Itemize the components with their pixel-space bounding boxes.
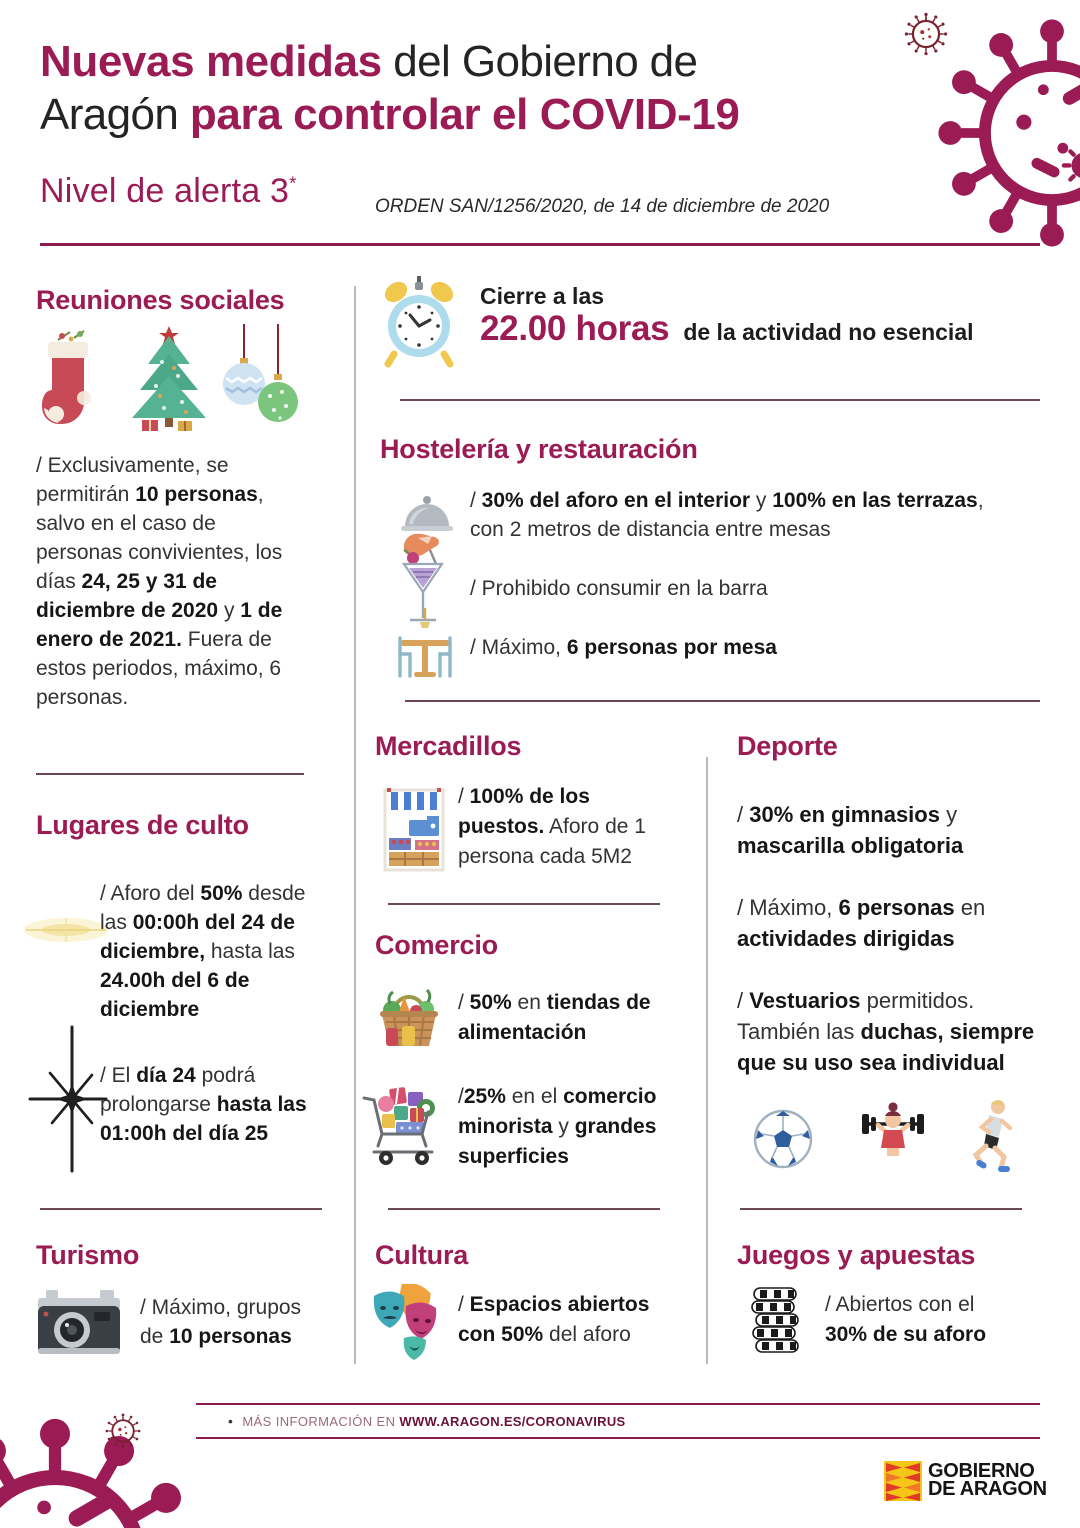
alert-level: Nivel de alerta 3* xyxy=(40,172,297,210)
runner-icon xyxy=(962,1096,1020,1176)
title-divider xyxy=(40,243,1040,246)
gobierno-logo-text xyxy=(928,1462,1047,1499)
reuniones-text: / Exclusivamente, se permitirán 10 personas, salvo en el caso de personas convivientes, los días 24, 25 y 31 de diciembre de 2020 y 1 de enero de 2021. Fuera de estos periodos, máximo, 6 personas. xyxy=(36,454,283,709)
lugares-item-2: / El día 24 podrá prolongarse hasta las 01:00h del día 25 xyxy=(100,1064,307,1145)
curfew-scope: de la actividad no esencial xyxy=(683,319,974,345)
section-heading-mercadillos: Mercadillos xyxy=(375,731,522,761)
mercadillos-text: / 100% de los puestos. Aforo de 1 persona cada 5M2 xyxy=(458,785,646,868)
footer-bullet: • xyxy=(228,1413,234,1429)
section-heading-lugares: Lugares de culto xyxy=(36,810,249,840)
deporte-item-3: / Vestuarios permitidos. También las duchas, siempre que su uso sea individual xyxy=(737,988,1035,1075)
footer-rule-bottom xyxy=(196,1437,1040,1439)
shopping-cart-icon xyxy=(360,1082,444,1168)
curfew-divider xyxy=(400,399,1040,401)
virus-icon xyxy=(933,14,1080,252)
christmas-stocking-icon xyxy=(40,328,100,432)
deporte-item-1: / 30% en gimnasios y mascarilla obligatoria xyxy=(737,802,964,858)
alarm-clock-icon xyxy=(378,274,460,368)
deporte-divider xyxy=(740,1208,1022,1210)
section-heading-cultura: Cultura xyxy=(375,1240,469,1270)
comercio-item-2: /25% en el comercio minorista y grandes superficies xyxy=(458,1085,657,1168)
curfew-time: 22.00 horas xyxy=(480,309,670,348)
left-divider-1 xyxy=(36,773,304,775)
hosteleria-item-2: / Prohibido consumir en la barra xyxy=(470,577,768,600)
poster-title-line2: Aragón para controlar el COVID-19 xyxy=(40,89,740,139)
gobierno-logo-line2: DE ARAGON xyxy=(928,1478,1047,1501)
column-divider-left xyxy=(354,286,356,1364)
cultura-text: / Espacios abiertos con 50% del aforo xyxy=(458,1293,650,1346)
deporte-item-2: / Máximo, 6 personas en actividades dirigidas xyxy=(737,895,986,951)
left-divider-2 xyxy=(40,1208,322,1210)
section-heading-turismo: Turismo xyxy=(36,1240,140,1270)
order-reference: ORDEN SAN/1256/2020, de 14 de diciembre de 2020 xyxy=(375,196,830,217)
theater-masks-icon xyxy=(370,1284,452,1366)
section-heading-juegos: Juegos y apuestas xyxy=(737,1240,976,1270)
grocery-basket-icon xyxy=(376,984,442,1052)
mercadillos-divider xyxy=(388,903,660,905)
footer-info-prefix: MÁS INFORMACIÓN EN xyxy=(242,1414,400,1429)
poster-title-line1: Nuevas medidas del Gobierno de xyxy=(40,37,698,86)
poker-chips-icon xyxy=(748,1286,802,1358)
footer-rule-top xyxy=(196,1403,1040,1405)
gobierno-logo-line1: GOBIERNO xyxy=(928,1460,1035,1482)
hosteleria-item-1: / 30% del aforo en el interior y 100% en las terrazas, con 2 metros de distancia entre mesas xyxy=(470,489,984,541)
ornaments-icon xyxy=(220,324,300,436)
virus-small-icon-footer xyxy=(100,1408,146,1454)
curfew-intro: Cierre a las xyxy=(480,283,605,309)
table-chairs-icon xyxy=(390,606,460,688)
comercio-item-1: / 50% en tiendas de alimentación xyxy=(458,991,651,1044)
section-heading-deporte: Deporte xyxy=(737,731,838,761)
comercio-divider xyxy=(388,1208,660,1210)
poster-title xyxy=(40,36,880,142)
turismo-text: / Máximo, grupos de 10 personas xyxy=(140,1296,302,1348)
hosteleria-divider xyxy=(405,700,1040,702)
section-heading-comercio: Comercio xyxy=(375,930,498,960)
market-stall-icon xyxy=(383,786,445,872)
footer-info xyxy=(228,1413,626,1429)
weightlifter-icon xyxy=(858,1098,928,1174)
footer-info-url: WWW.ARAGON.ES/CORONAVIRUS xyxy=(399,1414,626,1429)
section-heading-hosteleria: Hostelería y restauración xyxy=(380,434,698,464)
curfew-line xyxy=(480,309,974,349)
juegos-text: / Abiertos con el 30% de su aforo xyxy=(825,1293,987,1346)
lugares-item-1: / Aforo del 50% desde las 00:00h del 24 de diciembre, hasta las 24.00h del 6 de diciembre xyxy=(100,882,306,1021)
soccer-ball-icon xyxy=(752,1108,814,1170)
section-heading-reuniones: Reuniones sociales xyxy=(36,285,285,315)
hosteleria-item-3: / Máximo, 6 personas por mesa xyxy=(470,636,777,659)
camera-icon xyxy=(36,1286,122,1362)
aragon-flag-icon xyxy=(884,1461,922,1501)
candle-glow-icon xyxy=(20,892,112,968)
christmas-tree-icon xyxy=(126,324,212,434)
